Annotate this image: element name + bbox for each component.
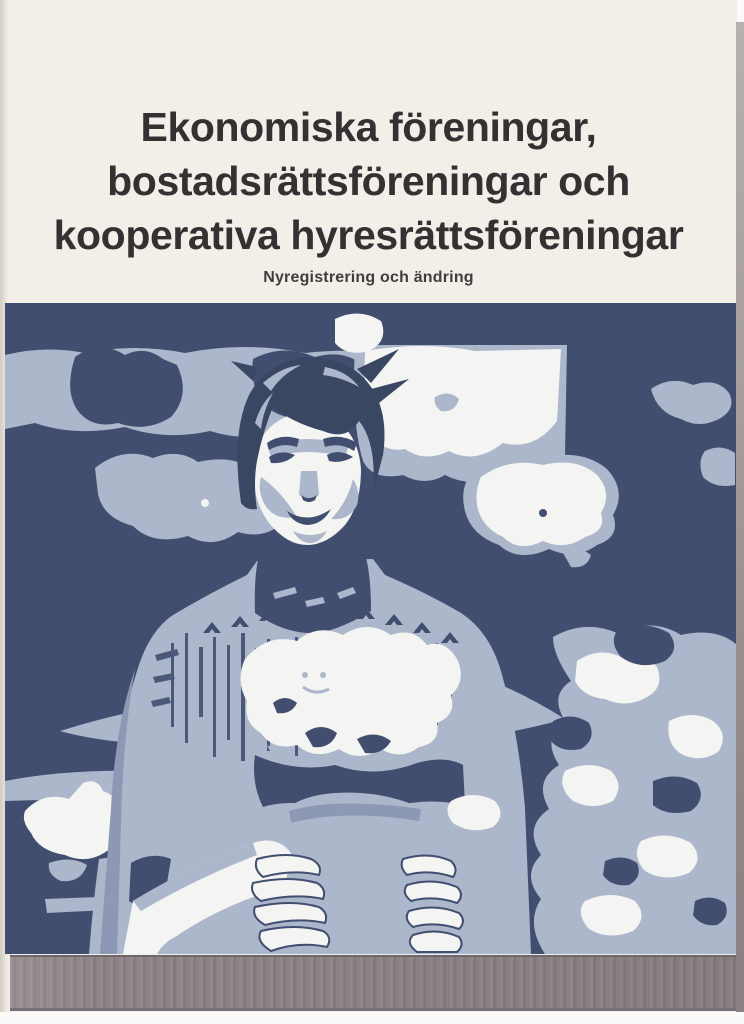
portrait-illustration <box>5 303 737 954</box>
cover-title <box>0 100 737 287</box>
page-edge-right <box>736 22 744 1012</box>
title-line-2: bostadsrättsföreningar och <box>107 158 630 204</box>
title-line-3: kooperativa hyresrättsföreningar <box>53 212 684 258</box>
page-edge-bottom <box>10 955 744 1011</box>
turtleneck-collar <box>255 537 371 633</box>
cover-subtitle: Nyregistrering och ändring <box>263 269 474 286</box>
cover-photo <box>5 303 737 954</box>
title-line-1: Ekonomiska föreningar, <box>140 104 597 150</box>
